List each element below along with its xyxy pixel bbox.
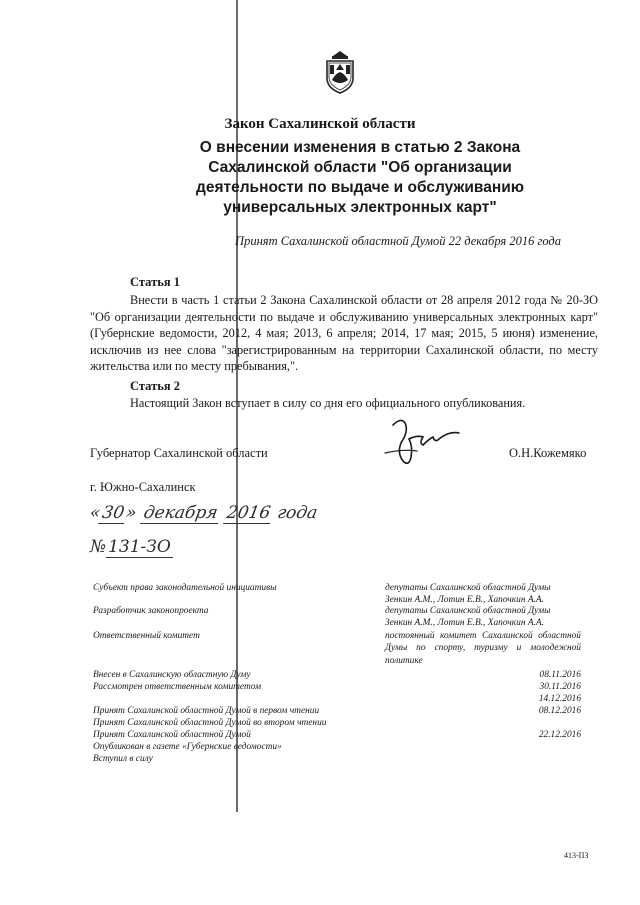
law-title: Закон Сахалинской области (224, 116, 416, 132)
event-label: Принят Сахалинской областной Думой (93, 730, 251, 740)
main-title-line: О внесении изменения в статью 2 Закона (199, 139, 521, 156)
developer-label: Разработчик законопроекта (93, 606, 209, 616)
governor-signature (383, 413, 463, 475)
city-name: г. Южно-Сахалинск (90, 480, 196, 494)
event-label: Опубликован в газете «Губернские ведомости» (93, 742, 282, 752)
subject-label: Субъект права законодательной инициативы (93, 583, 277, 593)
event-label: Принят Сахалинской областной Думой в первом чтении (93, 706, 320, 716)
article-2-text: Настоящий Закон вступает в силу со дня его официального опубликования. (130, 396, 526, 410)
date-suffix: года (275, 503, 320, 523)
event-label: Принят Сахалинской областной Думой во втором чтении (93, 718, 327, 728)
handwritten-date (88, 503, 319, 523)
date-month: декабря (140, 503, 221, 524)
event-label: Рассмотрен ответственным комитетом (93, 682, 262, 692)
article-2-heading: Статья 2 (130, 379, 180, 393)
main-title-line: деятельности по выдаче и обслуживанию (196, 179, 524, 196)
event-label: Вступил в силу (93, 754, 153, 764)
governor-name: О.Н.Кожемяко (509, 446, 587, 460)
main-title-line: универсальных электронных карт" (223, 199, 497, 216)
number-prefix: № (90, 537, 107, 557)
article-1-text: Внести в часть 1 статьи 2 Закона Сахалинской области от 28 апреля 2012 года № 20-ЗО "Об организации деятельности по выдаче и обслуживанию универсальных электронных карт" (Губернские ведомости, 2012, 4 мая; 2013, 6 апреля; 2014, 17 мая; 2015, 5 июня) изменение, исключив из нее слова "зарегистрированным на территории Сахалинской области, по месту жительства или по месту пребывания,". (90, 293, 598, 373)
law-main-title (120, 138, 600, 218)
subject-value-2: Зенкин А.М., Лотин Е.В., Хапочкин А.А. (385, 595, 544, 605)
governor-title: Губернатор Сахалинской области (90, 446, 268, 460)
coat-of-arms-emblem (324, 50, 356, 94)
event-label: Внесен в Сахалинскую областную Думу (93, 670, 251, 680)
event-date: 08.11.2016 (539, 670, 581, 680)
article-1-heading: Статья 1 (130, 275, 180, 289)
law-number: 131-ЗО (108, 537, 171, 557)
subject-value-1: депутаты Сахалинской областной Думы (385, 583, 551, 593)
document-code: 413-ПЗ (564, 851, 589, 860)
event-date: 30.11.2016 (539, 682, 581, 692)
date-day: 30 (98, 503, 127, 524)
adoption-note: Принят Сахалинской областной Думой 22 декабря 2016 года (235, 234, 561, 248)
developer-value-1: депутаты Сахалинской областной Думы (385, 606, 551, 616)
event-date: 22.12.2016 (538, 730, 581, 740)
committee-value: постоянный комитет Сахалинской областной Думы по спорту, туризму и молодежной политике (385, 631, 581, 666)
handwritten-number (90, 537, 173, 557)
committee-label: Ответственный комитет (93, 631, 200, 641)
developer-value-2: Зенкин А.М., Лотин Е.В., Хапочкин А.А. (385, 618, 544, 628)
date-open-quote: « (88, 503, 103, 523)
event-date: 14.12.2016 (538, 694, 581, 704)
date-year: 2016 (223, 503, 274, 524)
date-close-quote: » (124, 503, 139, 523)
event-date: 08.12.2016 (538, 706, 581, 716)
main-title-line: Сахалинской области "Об организации (208, 159, 512, 176)
